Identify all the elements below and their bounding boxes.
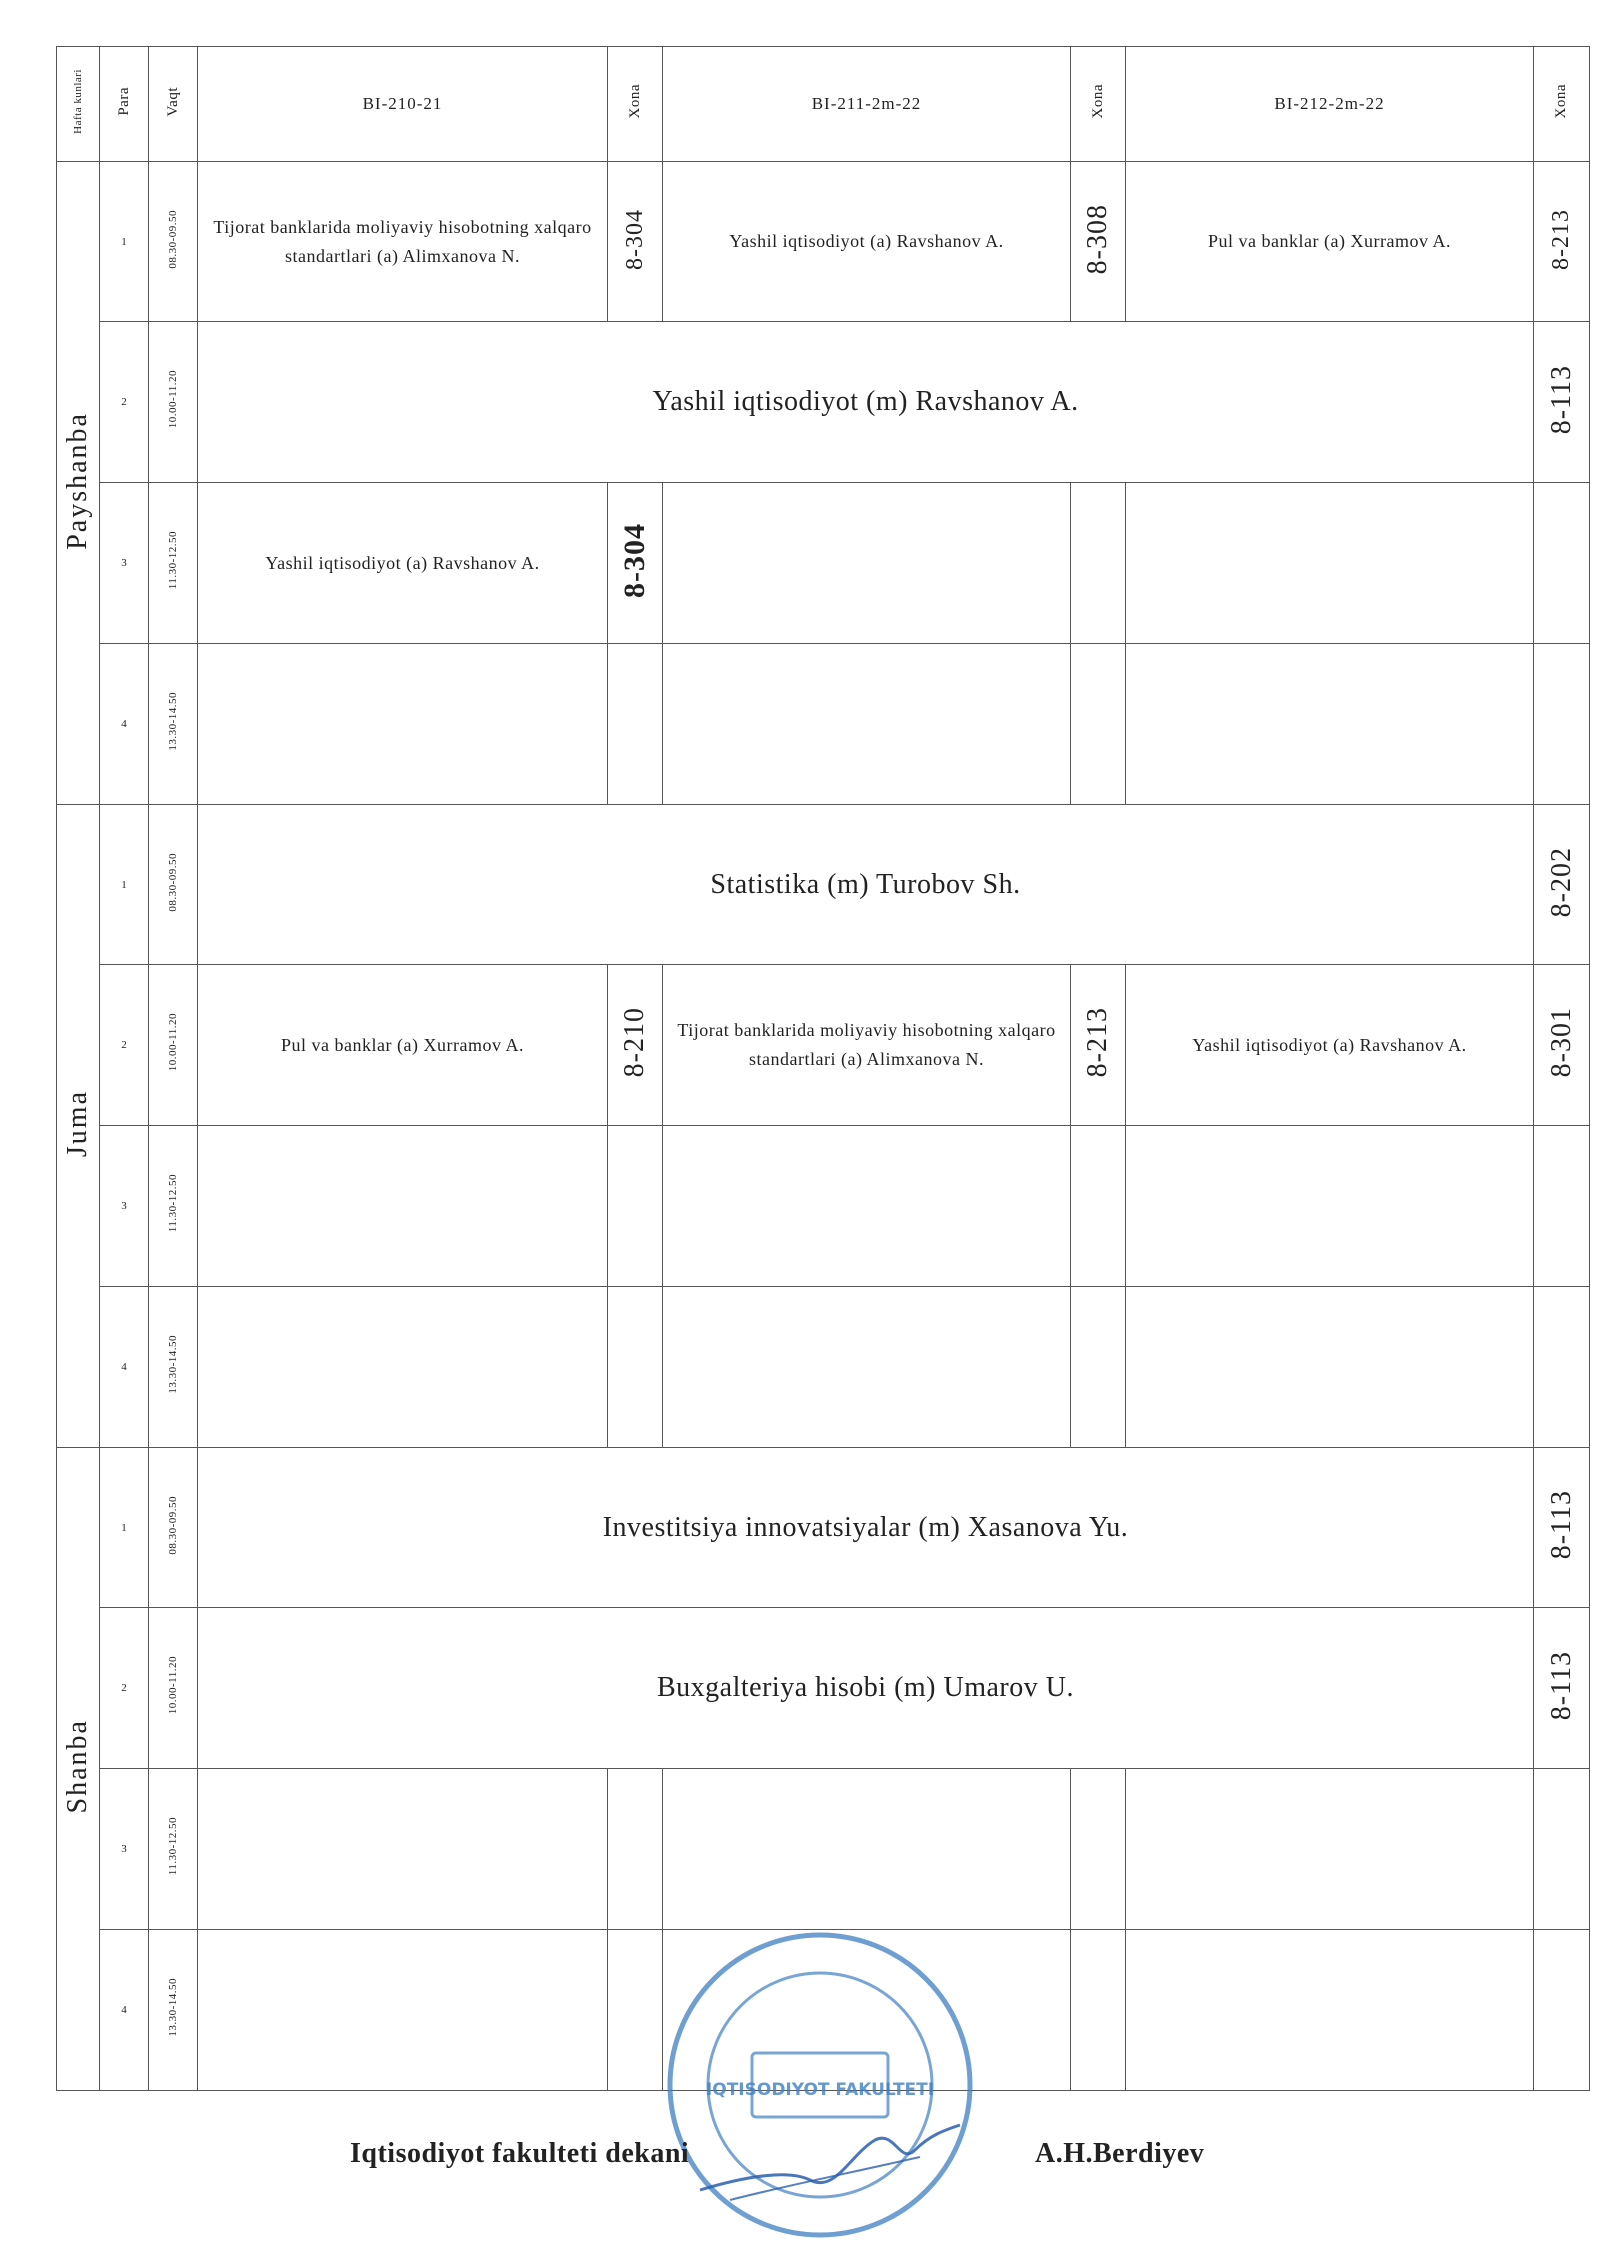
room-cell bbox=[608, 1126, 663, 1287]
para-number: 1 bbox=[100, 1448, 149, 1608]
room-cell bbox=[1534, 1769, 1590, 1930]
room-cell: 8-213 bbox=[1071, 965, 1126, 1126]
class-cell: Tijorat banklarida moliyaviy hisobotning xalqaro standartlari (a) Alimxanova N. bbox=[663, 965, 1071, 1126]
para-number: 3 bbox=[100, 483, 149, 644]
class-cell bbox=[1126, 644, 1534, 805]
time-cell: 11.30-12.50 bbox=[149, 483, 198, 644]
class-cell: Yashil iqtisodiyot (a) Ravshanov A. bbox=[663, 162, 1071, 322]
para-number: 3 bbox=[100, 1769, 149, 1930]
time-cell: 13.30-14.50 bbox=[149, 644, 198, 805]
room-cell: 8-202 bbox=[1534, 805, 1590, 965]
time-cell: 10.00-11.20 bbox=[149, 1608, 198, 1769]
group-header-1: BI-210-21 bbox=[198, 47, 608, 162]
room-cell: 8-113 bbox=[1534, 1448, 1590, 1608]
room-cell bbox=[1534, 483, 1590, 644]
table-row bbox=[57, 644, 1590, 805]
para-number: 1 bbox=[100, 162, 149, 322]
class-cell bbox=[1126, 1126, 1534, 1287]
room-cell: 8-304 bbox=[608, 162, 663, 322]
table-row bbox=[57, 1287, 1590, 1448]
time-cell: 10.00-11.20 bbox=[149, 322, 198, 483]
day-cell-juma: Juma bbox=[57, 805, 100, 1448]
para-number: 4 bbox=[100, 644, 149, 805]
class-cell: Pul va banklar (a) Xurramov A. bbox=[198, 965, 608, 1126]
room-cell: 8-308 bbox=[1071, 162, 1126, 322]
time-cell: 08.30-09.50 bbox=[149, 805, 198, 965]
para-number: 4 bbox=[100, 1287, 149, 1448]
table-row bbox=[57, 1608, 1590, 1769]
room-header-1: Xona bbox=[608, 47, 663, 162]
class-cell: Pul va banklar (a) Xurramov A. bbox=[1126, 162, 1534, 322]
room-cell bbox=[608, 644, 663, 805]
time-header: Vaqt bbox=[149, 47, 198, 162]
stamp-center-text: IQTISODIYOT FAKULTETI bbox=[705, 2080, 935, 2100]
time-cell: 11.30-12.50 bbox=[149, 1126, 198, 1287]
para-number: 2 bbox=[100, 322, 149, 483]
merged-class-cell: Yashil iqtisodiyot (m) Ravshanov A. bbox=[198, 322, 1534, 483]
room-cell bbox=[1534, 1126, 1590, 1287]
table-row bbox=[57, 1769, 1590, 1930]
table-row bbox=[57, 805, 1590, 965]
time-cell: 11.30-12.50 bbox=[149, 1769, 198, 1930]
class-cell bbox=[198, 644, 608, 805]
table-row bbox=[57, 1126, 1590, 1287]
class-cell bbox=[663, 1126, 1071, 1287]
para-number: 4 bbox=[100, 1930, 149, 2091]
day-cell-payshanba: Payshanba bbox=[57, 162, 100, 805]
para-number: 2 bbox=[100, 965, 149, 1126]
class-cell bbox=[1126, 1287, 1534, 1448]
class-cell bbox=[663, 1287, 1071, 1448]
time-cell: 10.00-11.20 bbox=[149, 965, 198, 1126]
table-row bbox=[57, 965, 1590, 1126]
time-cell: 13.30-14.50 bbox=[149, 1287, 198, 1448]
footer-signatory-name: A.H.Berdiyev bbox=[1035, 2138, 1205, 2169]
room-header-3: Xona bbox=[1534, 47, 1590, 162]
room-header-2: Xona bbox=[1071, 47, 1126, 162]
group-header-3: BI-212-2m-22 bbox=[1126, 47, 1534, 162]
class-cell: Yashil iqtisodiyot (a) Ravshanov A. bbox=[198, 483, 608, 644]
class-cell bbox=[663, 1769, 1071, 1930]
room-cell bbox=[1071, 644, 1126, 805]
room-cell: 8-113 bbox=[1534, 1608, 1590, 1769]
group-header-2: BI-211-2m-22 bbox=[663, 47, 1071, 162]
time-cell: 08.30-09.50 bbox=[149, 162, 198, 322]
table-row bbox=[57, 162, 1590, 322]
merged-class-cell: Investitsiya innovatsiyalar (m) Xasanova Yu. bbox=[198, 1448, 1534, 1608]
merged-class-cell: Buxgalteriya hisobi (m) Umarov U. bbox=[198, 1608, 1534, 1769]
room-cell bbox=[608, 1769, 663, 1930]
room-cell: 8-210 bbox=[608, 965, 663, 1126]
class-cell bbox=[1126, 1769, 1534, 1930]
room-cell: 8-113 bbox=[1534, 322, 1590, 483]
class-cell bbox=[198, 1769, 608, 1930]
university-stamp-icon bbox=[660, 1925, 980, 2245]
footer-signatory-title: Iqtisodiyot fakulteti dekani bbox=[350, 2138, 690, 2169]
class-cell bbox=[198, 1287, 608, 1448]
para-header: Para bbox=[100, 47, 149, 162]
room-cell: 8-304 bbox=[608, 483, 663, 644]
room-cell bbox=[1071, 1930, 1126, 2091]
room-cell bbox=[1071, 483, 1126, 644]
room-cell bbox=[1534, 1930, 1590, 2091]
class-cell bbox=[663, 483, 1071, 644]
class-cell bbox=[663, 644, 1071, 805]
class-cell bbox=[198, 1126, 608, 1287]
header-row bbox=[57, 47, 1590, 162]
days-header: Hafta kunlari bbox=[57, 47, 100, 162]
merged-class-cell: Statistika (m) Turobov Sh. bbox=[198, 805, 1534, 965]
room-cell bbox=[1071, 1287, 1126, 1448]
room-cell bbox=[1071, 1126, 1126, 1287]
room-cell bbox=[1071, 1769, 1126, 1930]
day-cell-shanba: Shanba bbox=[57, 1448, 100, 2091]
table-row bbox=[57, 322, 1590, 483]
table-row bbox=[57, 483, 1590, 644]
time-cell: 08.30-09.50 bbox=[149, 1448, 198, 1608]
room-cell bbox=[608, 1287, 663, 1448]
room-cell: 8-213 bbox=[1534, 162, 1590, 322]
class-cell: Yashil iqtisodiyot (a) Ravshanov A. bbox=[1126, 965, 1534, 1126]
class-cell: Tijorat banklarida moliyaviy hisobotning xalqaro standartlari (a) Alimxanova N. bbox=[198, 162, 608, 322]
para-number: 2 bbox=[100, 1608, 149, 1769]
class-cell bbox=[198, 1930, 608, 2091]
time-cell: 13.30-14.50 bbox=[149, 1930, 198, 2091]
room-cell bbox=[608, 1930, 663, 2091]
para-number: 1 bbox=[100, 805, 149, 965]
class-cell bbox=[1126, 483, 1534, 644]
schedule-table bbox=[56, 46, 1590, 2091]
class-cell bbox=[1126, 1930, 1534, 2091]
room-cell bbox=[1534, 1287, 1590, 1448]
room-cell bbox=[1534, 644, 1590, 805]
table-row bbox=[57, 1448, 1590, 1608]
room-cell: 8-301 bbox=[1534, 965, 1590, 1126]
para-number: 3 bbox=[100, 1126, 149, 1287]
